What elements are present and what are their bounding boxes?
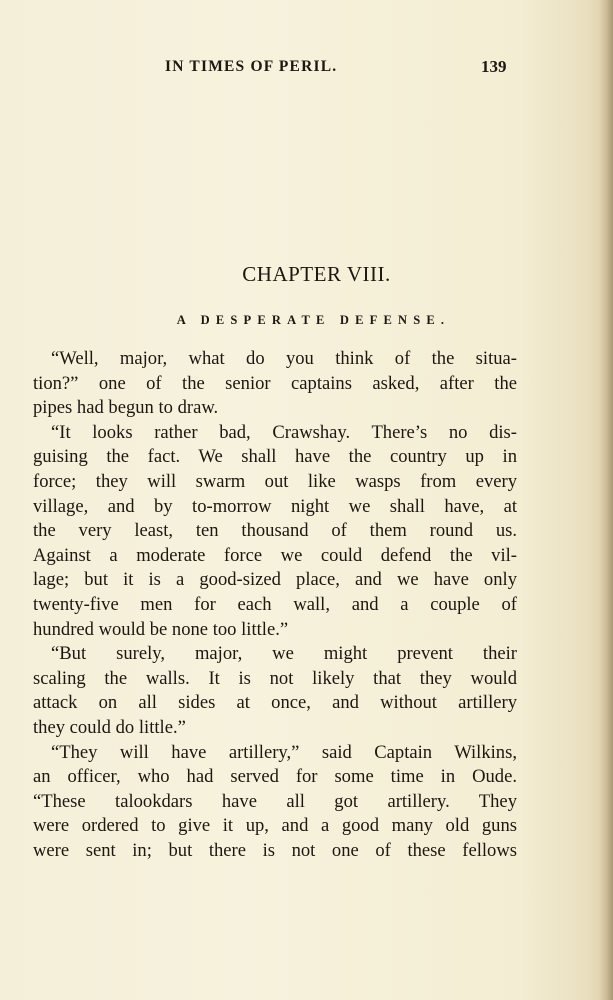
text-line: “It looks rather bad, Crawshay. There’s no dis-	[51, 421, 517, 443]
chapter-title: CHAPTER VIII.	[242, 262, 391, 286]
text-line: tion?” one of the senior captains asked, after the	[33, 372, 517, 394]
body-text	[33, 347, 517, 863]
text-line: hundred would be none too little.”	[33, 618, 289, 640]
running-head	[0, 58, 613, 80]
paragraph	[33, 642, 517, 740]
chapter-subtitle: A DESPERATE DEFENSE.	[176, 313, 451, 327]
text-line: were sent in; but there is not one of these fellows	[33, 839, 517, 861]
text-line: they could do little.”	[33, 716, 186, 738]
text-line: scaling the walls. It is not likely that they would	[33, 667, 517, 689]
page-number: 139	[481, 57, 507, 76]
text-line: attack on all sides at once, and without artillery	[33, 692, 517, 714]
text-line: “Well, major, what do you think of the situa-	[51, 348, 517, 369]
text-line: twenty-five men for each wall, and a couple of	[33, 593, 517, 615]
text-line: guising the fact. We shall have the country up in	[33, 446, 517, 468]
page-edge-shadow	[599, 0, 613, 1000]
text-line: pipes had begun to draw.	[33, 397, 219, 419]
text-line: were ordered to give it up, and a good many old guns	[33, 815, 517, 837]
text-line: an officer, who had served for some time in Oude.	[33, 766, 517, 788]
text-line: force; they will swarm out like wasps from every	[33, 470, 517, 492]
text-line: “They will have artillery,” said Captain Wilkins,	[51, 741, 517, 763]
text-line: “These talookdars have all got artillery. They	[33, 790, 517, 812]
paragraph	[33, 421, 517, 642]
paragraph	[33, 347, 517, 421]
text-line: Against a moderate force we could defend the vil-	[33, 544, 517, 566]
text-line: “But surely, major, we might prevent their	[51, 643, 517, 665]
text-line: village, and by to-morrow night we shall have, at	[33, 495, 517, 517]
running-title: IN TIMES OF PERIL.	[165, 58, 338, 75]
paragraph	[33, 741, 517, 864]
text-line: lage; but it is a good-sized place, and we have only	[33, 569, 517, 591]
text-line: the very least, ten thousand of them round us.	[33, 520, 517, 542]
